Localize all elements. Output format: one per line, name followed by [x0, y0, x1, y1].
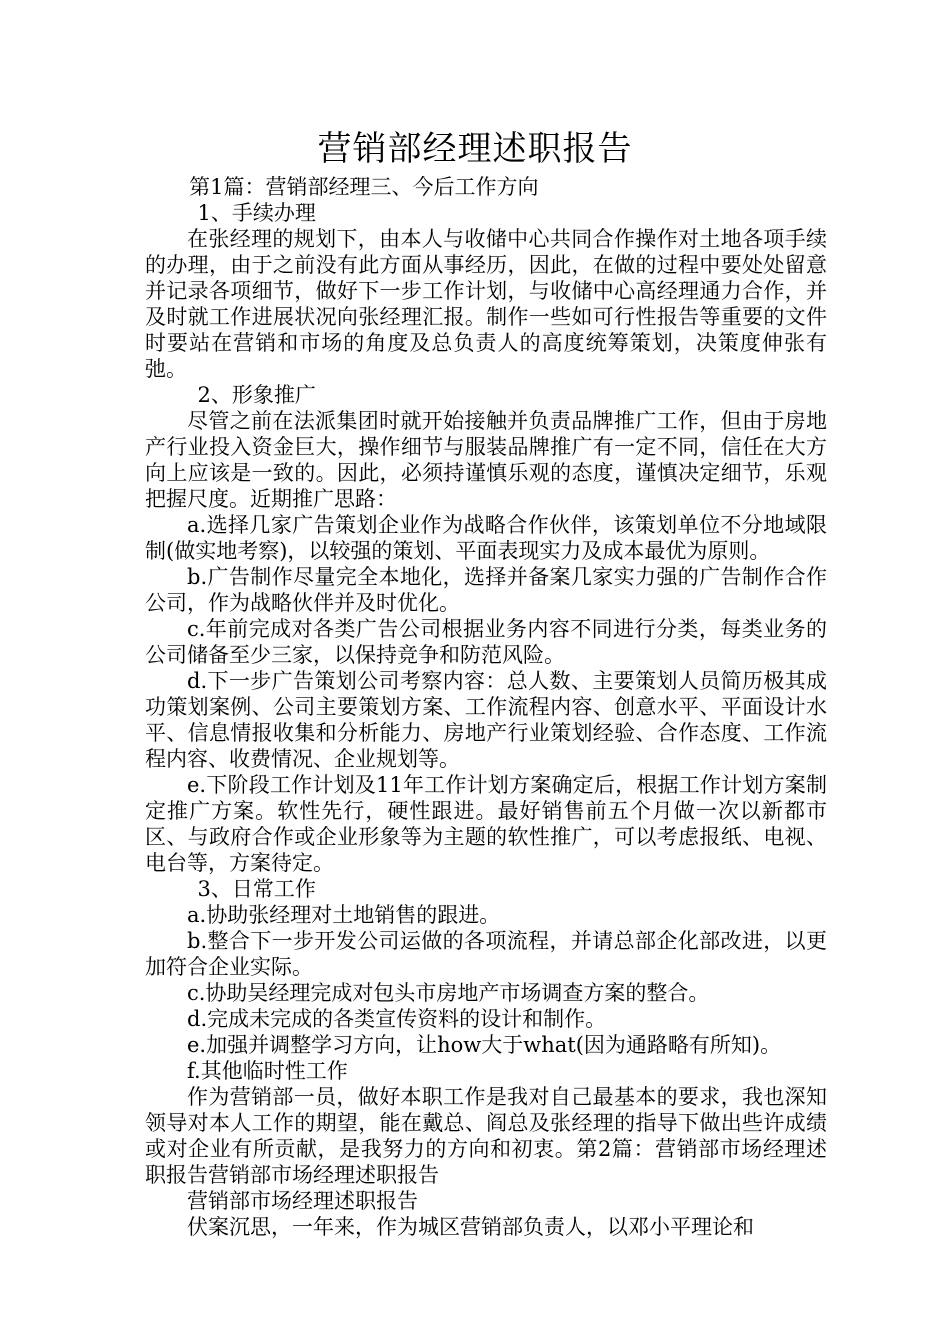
list-item: c.年前完成对各类广告公司根据业务内容不同进行分类，每类业务的公司储备至少三家，以保持竞争和防范风险。 [145, 617, 827, 667]
list-item: d.下一步广告策划公司考察内容：总人数、主要策划人员简历极其成功策划案例、公司主要策划方案、工作流程内容、创意水平、平面设计水平、信息情报收集和分析能力、房地产行业策划经验、合作态度、工作流程内容、收费情况、企业规划等。 [145, 669, 827, 771]
body-paragraph: 营销部市场经理述职报告 [187, 1189, 418, 1213]
body-paragraph: 尽管之前在法派集团时就开始接触并负责品牌推广工作，但由于房地产行业投入资金巨大，操作细节与服装品牌推广有一定不同，信任在大方向上应该是一致的。因此，必须持谨慎乐观的态度，谨慎决定细节，乐观把握尺度。近期推广思路： [145, 409, 827, 511]
section-heading: 2、形象推广 [197, 383, 316, 407]
list-item: f.其他临时性工作 [187, 1059, 348, 1083]
list-item: b.广告制作尽量完全本地化，选择并备案几家实力强的广告制作合作公司，作为战略伙伴并及时优化。 [145, 565, 827, 615]
document-body [145, 174, 827, 1240]
list-item: a.协助张经理对土地销售的跟进。 [187, 903, 501, 927]
section-heading: 1、手续办理 [197, 201, 316, 225]
body-paragraph: 在张经理的规划下，由本人与收储中心共同合作操作对土地各项手续的办理，由于之前没有此方面从事经历，因此，在做的过程中要处处留意并记录各项细节，做好下一步工作计划，与收储中心高经理通力合作，并及时就工作进展状况向张经理汇报。制作一些如可行性报告等重要的文件时要站在营销和市场的角度及总负责人的高度统筹策划，决策度伸张有弛。 [145, 227, 827, 381]
list-item: e.下阶段工作计划及11年工作计划方案确定后，根据工作计划方案制定推广方案。软性先行，硬性跟进。最好销售前五个月做一次以新都市区、与政府合作或企业形象等为主题的软性推广，可以考虑报纸、电视、电台等，方案待定。 [145, 773, 827, 875]
list-item: a.选择几家广告策划企业作为战略合作伙伴，该策划单位不分地域限制(做实地考察)，以较强的策划、平面表现实力及成本最优为原则。 [145, 513, 827, 563]
list-item: c.协助吴经理完成对包头市房地产市场调查方案的整合。 [187, 981, 710, 1005]
body-paragraph: 作为营销部一员，做好本职工作是我对自己最基本的要求，我也深知领导对本人工作的期望，能在戴总、阎总及张经理的指导下做出些许成绩或对企业有所贡献，是我努力的方向和初衷。第2篇：营销部市场经理述职报告营销部市场经理述职报告 [145, 1085, 827, 1187]
list-item: e.加强并调整学习方向，让how大于what(因为通路略有所知)。 [187, 1033, 782, 1057]
subtitle-line: 第1篇：营销部经理三、今后工作方向 [189, 175, 539, 199]
section-heading: 3、日常工作 [197, 877, 316, 901]
document-title: 营销部经理述职报告 [317, 129, 633, 169]
list-item: b.整合下一步开发公司运做的各项流程，并请总部企化部改进，以更加符合企业实际。 [145, 929, 827, 979]
list-item: d.完成未完成的各类宣传资料的设计和制作。 [187, 1007, 607, 1031]
body-paragraph: 伏案沉思，一年来，作为城区营销部负责人，以邓小平理论和 [187, 1215, 754, 1239]
